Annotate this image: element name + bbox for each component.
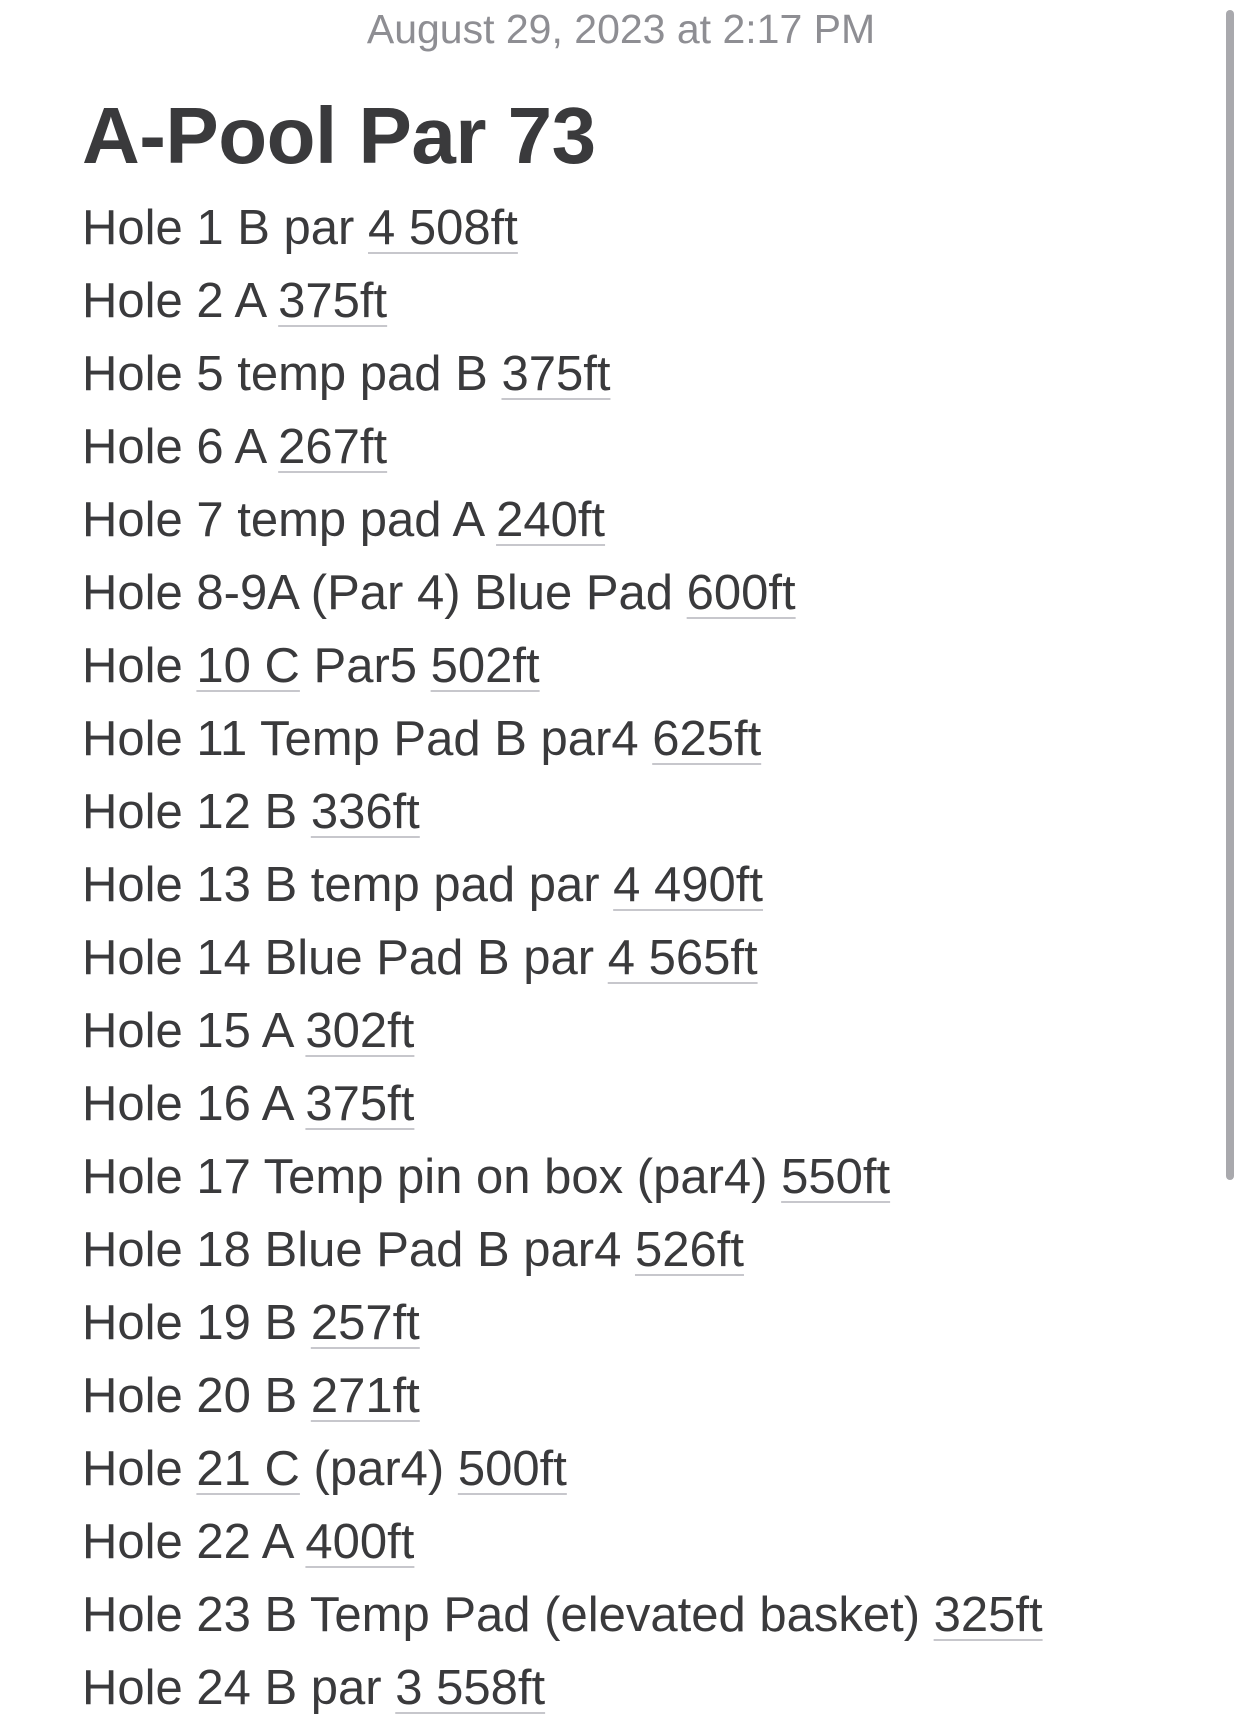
distance-link[interactable]: 4 508ft	[368, 201, 518, 255]
distance-link[interactable]: 240ft	[496, 493, 606, 547]
note-line[interactable]: Hole 17 Temp pin on box (par4) 550ft	[82, 1150, 891, 1204]
note-title[interactable]: A-Pool Par 73	[82, 91, 596, 180]
note-line[interactable]: Hole 13 B temp pad par 4 490ft	[82, 858, 764, 912]
note-line[interactable]: Hole 20 B 271ft	[82, 1369, 420, 1423]
distance-link[interactable]: 375ft	[278, 274, 388, 328]
distance-link[interactable]: 600ft	[686, 566, 796, 620]
distance-link[interactable]: 400ft	[305, 1515, 415, 1569]
note-line[interactable]: Hole 6 A 267ft	[82, 420, 388, 474]
note-timestamp: August 29, 2023 at 2:17 PM	[366, 6, 876, 52]
hole-link[interactable]: 10 C	[196, 639, 300, 693]
distance-link[interactable]: 267ft	[278, 420, 388, 474]
note-line[interactable]: Hole 5 temp pad B 375ft	[82, 347, 611, 401]
scrollbar[interactable]	[1226, 10, 1234, 1180]
distance-link[interactable]: 271ft	[310, 1369, 420, 1423]
distance-link[interactable]: 625ft	[652, 712, 762, 766]
note-line[interactable]: Hole 15 A 302ft	[82, 1004, 415, 1058]
note-line[interactable]: Hole 12 B 336ft	[82, 785, 420, 839]
note-line[interactable]: Hole 23 B Temp Pad (elevated basket) 325ft	[82, 1588, 1043, 1642]
note-line[interactable]: Hole 14 Blue Pad B par 4 565ft	[82, 931, 758, 985]
note-line[interactable]: Hole 16 A 375ft	[82, 1077, 415, 1131]
note-line[interactable]: Hole 24 B par 3 558ft	[82, 1661, 546, 1715]
note-line[interactable]: Hole 21 C (par4) 500ft	[82, 1442, 567, 1496]
distance-link[interactable]: 550ft	[781, 1150, 891, 1204]
distance-link[interactable]: 502ft	[430, 639, 540, 693]
note-line[interactable]: Hole 10 C Par5 502ft	[82, 639, 540, 693]
distance-link[interactable]: 3 558ft	[395, 1661, 546, 1715]
note-line[interactable]: Hole 8-9A (Par 4) Blue Pad 600ft	[82, 566, 796, 620]
distance-link[interactable]: 4 490ft	[613, 858, 764, 912]
note-line[interactable]: Hole 19 B 257ft	[82, 1296, 420, 1350]
distance-link[interactable]: 325ft	[933, 1588, 1043, 1642]
note-body[interactable]	[82, 86, 1202, 1725]
distance-link[interactable]: 375ft	[501, 347, 611, 401]
note-lines	[82, 192, 1202, 1725]
distance-link[interactable]: 500ft	[457, 1442, 567, 1496]
note-line[interactable]: Hole 2 A 375ft	[82, 274, 388, 328]
note-line[interactable]: Hole 22 A 400ft	[82, 1515, 415, 1569]
distance-link[interactable]: 336ft	[310, 785, 420, 839]
distance-link[interactable]: 4 565ft	[607, 931, 758, 985]
hole-link[interactable]: 21 C	[196, 1442, 300, 1496]
note-line[interactable]: Hole 18 Blue Pad B par4 526ft	[82, 1223, 744, 1277]
note-line[interactable]: Hole 1 B par 4 508ft	[82, 201, 518, 255]
distance-link[interactable]: 257ft	[310, 1296, 420, 1350]
note-line[interactable]: Hole 7 temp pad A 240ft	[82, 493, 606, 547]
distance-link[interactable]: 526ft	[634, 1223, 744, 1277]
note-line[interactable]: Hole 11 Temp Pad B par4 625ft	[82, 712, 762, 766]
distance-link[interactable]: 302ft	[305, 1004, 415, 1058]
distance-link[interactable]: 375ft	[305, 1077, 415, 1131]
